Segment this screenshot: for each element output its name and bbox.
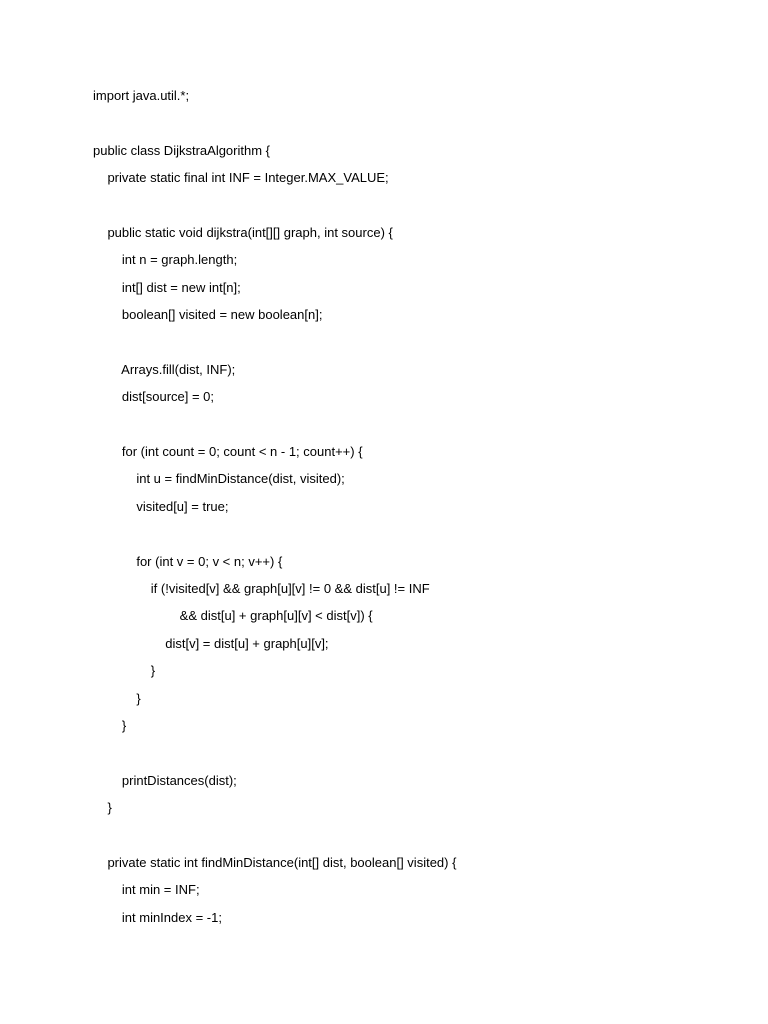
code-line xyxy=(93,822,456,849)
code-line: for (int v = 0; v < n; v++) { xyxy=(93,553,283,569)
code-line: printDistances(dist); xyxy=(93,772,237,788)
code-line: int[] dist = new int[n]; xyxy=(93,279,241,295)
code-line xyxy=(93,411,456,438)
code-line: int minIndex = -1; xyxy=(93,909,222,925)
code-line xyxy=(93,109,456,136)
code-line xyxy=(93,329,456,356)
code-line: } xyxy=(93,690,141,706)
code-line: for (int count = 0; count < n - 1; count++) { xyxy=(93,444,363,460)
code-line: Arrays.fill(dist, INF); xyxy=(93,361,236,377)
code-line: int min = INF; xyxy=(93,882,200,898)
code-line: } xyxy=(93,663,156,679)
code-line: dist[source] = 0; xyxy=(93,389,215,405)
code-line: } xyxy=(93,800,112,816)
code-line: int n = graph.length; xyxy=(93,252,238,268)
code-line: && dist[u] + graph[u][v] < dist[v]) { xyxy=(93,608,373,624)
code-line: int u = findMinDistance(dist, visited); xyxy=(93,471,345,487)
code-line: private static int findMinDistance(int[] dist, boolean[] visited) { xyxy=(93,854,457,870)
code-line: private static final int INF = Integer.MAX_VALUE; xyxy=(93,170,389,186)
code-line: boolean[] visited = new boolean[n]; xyxy=(93,307,323,323)
code-line: visited[u] = true; xyxy=(93,498,229,514)
code-line: if (!visited[v] && graph[u][v] != 0 && dist[u] != INF xyxy=(93,581,430,597)
code-line: public class DijkstraAlgorithm { xyxy=(93,142,271,158)
code-listing xyxy=(93,82,456,931)
code-line: } xyxy=(93,717,127,733)
code-line: import java.util.*; xyxy=(93,88,190,103)
code-line: public static void dijkstra(int[][] graph, int source) { xyxy=(93,224,393,240)
code-line xyxy=(93,192,456,219)
code-line xyxy=(93,520,456,547)
code-line xyxy=(93,739,456,766)
code-line: dist[v] = dist[u] + graph[u][v]; xyxy=(93,635,329,651)
